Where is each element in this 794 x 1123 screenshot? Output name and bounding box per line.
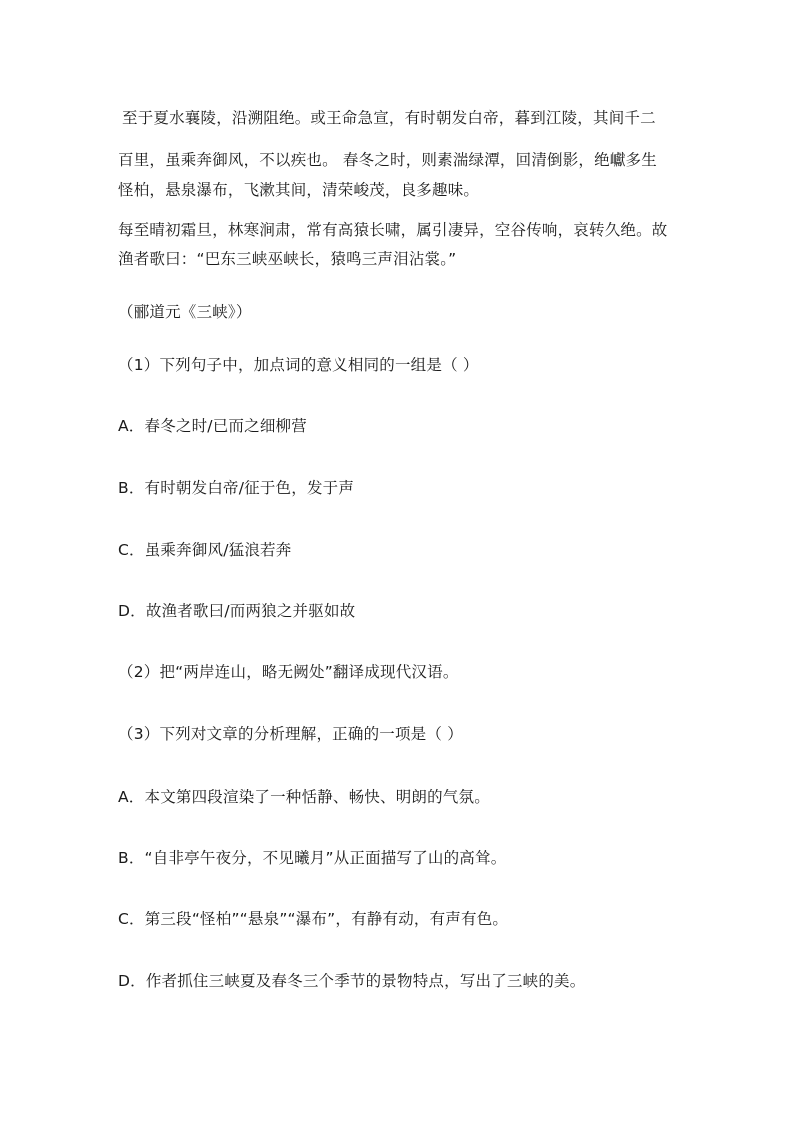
option-b: B．“自非亭午夜分，不见曦月”从正面描写了山的高耸。 [118,849,507,867]
passage-line: 每至晴初霜旦，林寒涧肃，常有高猿长啸，属引凄异，空谷传响，哀转久绝。故 [118,221,668,239]
question-stem: （3）下列对文章的分析理解，正确的一项是（ ） [118,725,463,743]
option-d: D．故渔者歌曰/而两狼之并驱如故 [118,602,356,620]
option-b: B．有时朝发白帝/征于色，发于声 [118,479,355,497]
passage-source: （郦道元《三峡》） [118,303,252,321]
passage-line: 至于夏水襄陵，沿溯阻绝。或王命急宣，有时朝发白帝，暮到江陵，其间千二 [122,109,656,127]
option-c: C．虽乘奔御风/猛浪若奔 [118,541,292,559]
question-stem: （2）把“两岸连山，略无阙处”翻译成现代汉语。 [118,663,459,681]
option-a: A．春冬之时/已而之细柳营 [118,417,307,435]
passage-line: 渔者歌曰：“巴东三峡巫峡长，猿鸣三声泪沾裳。” [118,250,457,268]
passage-line: 百里，虽乘奔御风，不以疾也。 春冬之时，则素湍绿潭，回清倒影，绝巘多生 [118,151,657,169]
question-stem: （1）下列句子中，加点词的意义相同的一组是（ ） [118,356,479,374]
option-a: A．本文第四段渲染了一种恬静、畅快、明朗的气氛。 [118,788,490,806]
option-c: C．第三段“怪柏”“悬泉”“瀑布”，有静有动，有声有色。 [118,910,509,928]
option-d: D．作者抓住三峡夏及春冬三个季节的景物特点，写出了三峡的美。 [118,972,586,990]
passage-line: 怪柏，悬泉瀑布，飞漱其间，清荣峻茂，良多趣味。 [118,181,480,199]
